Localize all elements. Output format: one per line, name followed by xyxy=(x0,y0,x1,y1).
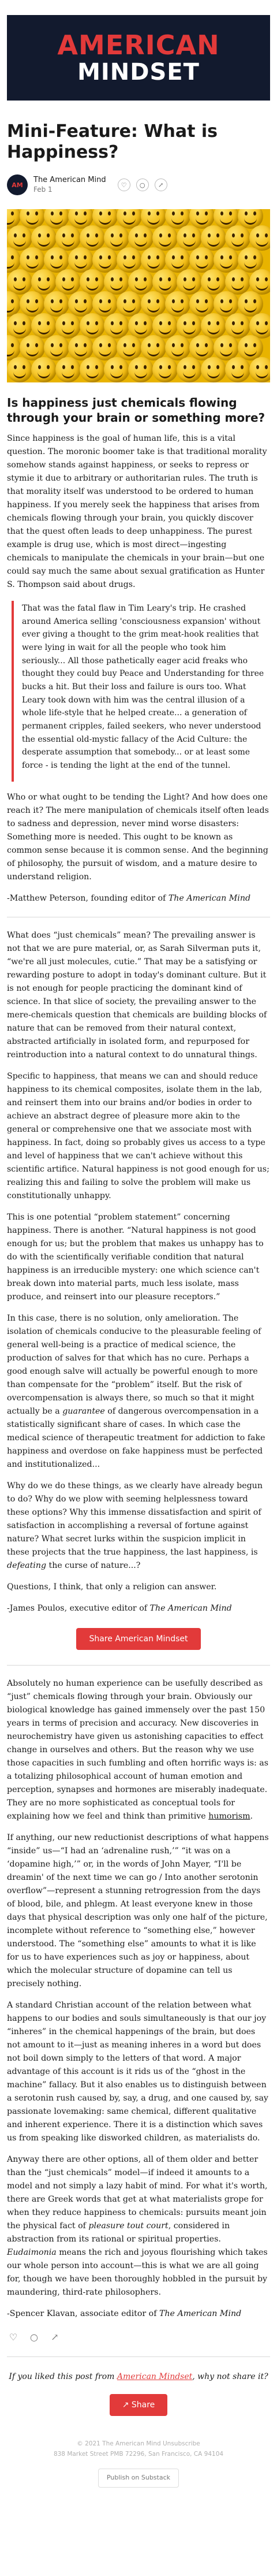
comment-icon[interactable]: ○ xyxy=(136,179,149,191)
divider xyxy=(7,1665,270,1666)
share-icon[interactable]: ↗ xyxy=(51,2332,59,2343)
smiley-face-icon xyxy=(177,357,202,382)
signature-text: -Spencer Klavan, associate editor of xyxy=(7,2309,159,2318)
smiley-face-icon xyxy=(7,225,32,251)
section2-paragraph-6: Questions, I think, that only a religion can answer. xyxy=(7,1582,217,1592)
text-run: . xyxy=(250,1811,253,1821)
publish-on-substack-button[interactable]: Publish on Substack xyxy=(98,2469,179,2488)
share-newsletter-wrap xyxy=(7,1628,270,1650)
reaction-bar xyxy=(7,2331,270,2344)
smiley-face-icon xyxy=(80,357,105,382)
emphasis: Eudaimonia xyxy=(7,2247,57,2257)
post-title[interactable]: Mini-Feature: What is Happiness? xyxy=(7,121,218,162)
text-run: , considered in abstraction from its rational or spiritual properties. xyxy=(7,2221,230,2244)
smiley-face-icon xyxy=(104,313,129,339)
masthead-line-1: AMERICAN xyxy=(57,29,220,61)
text-run: Why do we do these things, as we clearly have already begun to do? Why do we plow with seeming helplessness toward these options? Why this immense dissatisfaction and spirit of satisfaction in accomplishing a reversal of fortune against nature? What secret lurks within the suspicion implicit in these projects that the true happiness, the last happiness, is xyxy=(7,1481,263,1557)
footer-share-cta xyxy=(7,2372,270,2381)
section3-paragraph-4 xyxy=(7,2153,270,2299)
smiley-face-icon xyxy=(128,225,154,251)
signature-klavan xyxy=(7,2307,270,2321)
section2-paragraph-4 xyxy=(7,1312,270,1471)
text-run: the curse of nature...? xyxy=(46,1560,141,1570)
section2-paragraph-1: What does “just chemicals” mean? The prevailing answer is not that we are pure material, or, as Sarah Silverman puts it, “we're all just molecules, cutie.” That may be a satisfying or rewarding posture to adopt in today's dominant culture. But it is not enough for people practicing the dominant kind of science. In that slice of society, the prevailing answer to the mere-chemicals question that chemicals are building blocks of nature that can be removed from their natural context, abstracted artificially in isolated form, and repurposed for reintroduction into a natural context to do unnatural things. xyxy=(7,930,267,1060)
footer-share-button[interactable] xyxy=(110,2394,168,2416)
smiley-face-icon xyxy=(104,357,129,382)
smiley-face-icon xyxy=(152,269,178,295)
smiley-face-icon xyxy=(225,269,250,295)
share-icon[interactable]: ↗ xyxy=(155,179,167,191)
smiley-face-icon xyxy=(177,225,202,251)
smiley-face-icon xyxy=(128,313,154,339)
divider xyxy=(7,2356,270,2357)
section3-paragraph-3: A standard Christian account of the relation between what happens to our bodies and souls simultaneously is that our joy “inheres” in the chemical happenings of the brain, but does not amount to it—just as meaning inheres in a word but does not boil down simply to the letters of that word. A major advantage of this account is it rids us of the “ghost in the machine” fallacy. But it also enables us to distinguish between a serotonin rush caused by, say, a drug, and one caused by, say passionate lovemaking: same chemical, different qualitative and inherent experience. There it is a distinction which saves us from speaking like disworked children, as materialists do. xyxy=(7,2000,268,2143)
byline xyxy=(7,174,270,195)
text-run: , why not share it? xyxy=(192,2371,268,2381)
section2-paragraph-5 xyxy=(7,1480,270,1573)
heart-icon[interactable]: ♡ xyxy=(118,179,130,191)
masthead-banner[interactable] xyxy=(7,15,270,101)
smiley-face-icon xyxy=(104,269,129,295)
comment-icon[interactable]: ○ xyxy=(30,2332,38,2343)
smiley-face-icon xyxy=(152,313,178,339)
smiley-face-icon xyxy=(31,269,57,295)
footer-share-wrap xyxy=(7,2394,270,2416)
mailing-address: 838 Market Street PMB 72296, San Francisco, CA 94104 xyxy=(53,2450,224,2458)
footer-share-label: Share xyxy=(131,2400,155,2410)
smiley-face-icon xyxy=(249,357,270,382)
byline-actions xyxy=(118,179,167,191)
smiley-face-icon xyxy=(55,225,81,251)
signature-publication: The American Mind xyxy=(168,893,251,903)
section2-paragraph-3: This is one potential “problem statement” concerning happiness. There is another. “Natural happiness is not good enough for us; but the problem that makes us unhappy has to do with the scientifically verifiable condition that natural happiness is an irreducible mystery: one which science can't break down into material parts, much less isolate, mass produce, and reinsert into our pleasure receptors.” xyxy=(7,1212,264,1302)
smiley-face-icon xyxy=(177,269,202,295)
emphasis: defeating xyxy=(7,1560,47,1570)
emphasis: guarantee xyxy=(62,1406,105,1416)
signature-publication: The American Mind xyxy=(149,1603,232,1613)
smiley-face-icon xyxy=(225,313,250,339)
text-run: Anyway there are other options, all of them older and better than the “just chemicals” model—if indeed it amounts to a model and not simply a lazy habit of mind. For what it's worth, there are Greek words that get at what materialists grope for when they reduce happiness to chemicals: pursuits meant join the physical fact of xyxy=(7,2154,268,2231)
smiley-face-icon xyxy=(7,357,32,382)
section2-paragraph-2: Specific to happiness, that means we can and should reduce happiness to its chemical composites, isolate them in the lab, and reinsert them into our brains and/or bodies in order to achieve an abstract degree of pleasure more akin to the general or comprehensive one that we associate most with happiness. In fact, doing so probably gives us access to a type and level of happiness that we can't achieve without this scientific artifice. Natural happiness is not good enough for us; realizing this and failing to solve the problem will make us constitutionally unhappy. xyxy=(7,1071,269,1200)
heart-icon[interactable]: ♡ xyxy=(9,2332,18,2343)
copyright-text[interactable]: © 2021 The American Mind Unsubscribe xyxy=(77,2440,200,2447)
post-date: Feb 1 xyxy=(33,185,53,194)
smiley-face-icon xyxy=(177,313,202,339)
block-quote xyxy=(12,601,270,782)
smiley-face-icon xyxy=(31,313,57,339)
signature-text: -Matthew Peterson, founding editor of xyxy=(7,893,169,903)
masthead-line-2: MINDSET xyxy=(77,59,200,86)
section1-paragraph-2: Who or what ought to be tending the Light? And how does one reach it? The mere manipulation of chemicals itself often leads to sadness and depression, never mind worse disasters: Something more is needed. This ought to be known as common sense because it is common sense. And the beginning of philosophy, the pursuit of wisdom, and a mature desire to understand religion. xyxy=(7,792,269,882)
humorism-link[interactable]: humorism xyxy=(208,1811,250,1821)
smiley-face-icon xyxy=(225,225,250,251)
smiley-face-icon xyxy=(80,269,105,295)
smiley-face-icon xyxy=(80,313,105,339)
footer-legal xyxy=(7,2439,270,2488)
smiley-face-icon xyxy=(80,225,105,251)
text-run: means the rich and joyous flourishing which takes our whole person into account—this is what we are all going for, though we have been thoroughly hobbled in the pursuit by maundering, third-rate philosophers. xyxy=(7,2247,268,2297)
smiley-face-icon xyxy=(55,269,81,295)
signature-poulos xyxy=(7,1602,270,1615)
smiley-face-icon xyxy=(201,357,226,382)
section3-paragraph-2: If anything, our new reductionist descriptions of what happens “inside” us—“I had an ‘adrenaline rush,’” “it was on a ‘dopamine high,’” or, in the words of John Mayer, “I'll be dreamin' of the next time we can go / Into another serotonin overflow”—represent a stunning retrogression from the days of blood, bile, and phlegm. At least everyone knew in those days that physical description was only one half of the picture, incomplete without reference to “something else,” however understood. The “something else” amounts to what it is like for us to have experiences such as joy or happiness, about which the molecular structure of dopamine can tell us precisely nothing. xyxy=(7,1832,269,1988)
smiley-face-icon xyxy=(128,269,154,295)
smiley-face-icon xyxy=(104,225,129,251)
signature-peterson xyxy=(7,892,270,905)
smiley-face-icon xyxy=(7,313,32,339)
smiley-face-icon xyxy=(55,313,81,339)
smiley-face-icon xyxy=(31,357,57,382)
post-subtitle: Is happiness just chemicals flowing through your brain or something more? xyxy=(7,396,265,425)
newsletter-link[interactable]: American Mindset xyxy=(117,2371,193,2381)
block-quote-text: That was the fatal flaw in Tim Leary's trip. He crashed around America selling 'consciousness expansion' without ever giving a thought to the grim meat-hook realities that were lying in wait for all the people who took him seriously... All those pathetically eager acid freaks who thought they could buy Peace and Understanding for three bucks a hit. But their loss and failure is ours too. What Leary took down with him was the central illusion of a whole life-style that he helped create... a generation of permanent cripples, failed seekers, who never understood the essential old-mystic fallacy of the Acid Culture: the desperate assumption that somebody... or at least some force - is tending the light at the end of the tunnel. xyxy=(22,604,264,771)
section1-paragraph-1: Since happiness is the goal of human life, this is a vital question. The moronic boomer take is that traditional morality somehow stands against happiness, or seeks to repress or stymie it due to arbitrary or authoritarian rules. The truth is that morality itself was understood to be ordered to human happiness. If you merely seek the happiness that arises from chemicals flowing through your brain, you quickly discover that the quest often leads to deep unhappiness. The purest example is drug use, which is most direct—ingesting chemicals to manipulate the chemicals in your brain—but one could say much the same about sexual gratification as Hunter S. Thompson said about drugs. xyxy=(7,434,267,589)
emphasis: pleasure tout court xyxy=(88,2221,169,2231)
post-content xyxy=(7,121,270,2488)
hero-image-smiley-faces xyxy=(7,209,270,382)
smiley-face-icon xyxy=(201,225,226,251)
section3-paragraph-1 xyxy=(7,1677,270,1823)
text-run: Absolutely no human experience can be usefully described as “just” chemicals flowing through your brain. Obviously our biological knowledge has gained immensely over the past 150 years in terms of precision and accuracy. New discoveries in neurochemistry have given us astonishing capacities to effect change in ourselves and others. But the reason why we use those capacities in such fumbling and often horrific ways is: as a totalizing philosophical account of human emotion and perception, synapses and hormones are miserably inadequate. They are no more sophisticated as conceptual tools for explaining how we feel and think than primitive xyxy=(7,1678,269,1821)
smiley-face-icon xyxy=(201,313,226,339)
text-run: If you liked this post from xyxy=(9,2371,117,2381)
smiley-face-icon xyxy=(128,357,154,382)
smiley-face-icon xyxy=(7,269,32,295)
signature-text: -James Poulos, executive editor of xyxy=(7,1603,150,1613)
smiley-face-icon xyxy=(201,269,226,295)
text-run: of dangerous overcompensation in a statistically significant share of cases. In which case the medical science of therapeutic treatment for addiction to fake happiness and overdose on fake happiness must be perfected and institutionalized... xyxy=(7,1406,265,1469)
author-name[interactable]: The American Mind xyxy=(33,175,106,184)
signature-publication: The American Mind xyxy=(159,2309,242,2318)
author-avatar[interactable]: AM xyxy=(7,174,28,195)
smiley-face-icon xyxy=(31,225,57,251)
share-newsletter-button[interactable]: Share American Mindset xyxy=(76,1628,200,1650)
smiley-face-icon xyxy=(225,357,250,382)
smiley-face-icon xyxy=(55,357,81,382)
byline-text xyxy=(33,176,106,194)
text-run: In this case, there is no solution, only amelioration. The isolation of chemicals conducive to the pleasurable feeling of general well-being is a practice of medical science, the production of salves for that which has no cure. Perhaps a good enough salve will actually be powerful enough to more than compensate for the “problem” itself. But the risk of overcompensation is always there, so much so that it might actually be a xyxy=(7,1313,261,1416)
smiley-face-icon xyxy=(152,225,178,251)
share-icon: ↗ xyxy=(122,2400,129,2410)
smiley-face-icon xyxy=(152,357,178,382)
